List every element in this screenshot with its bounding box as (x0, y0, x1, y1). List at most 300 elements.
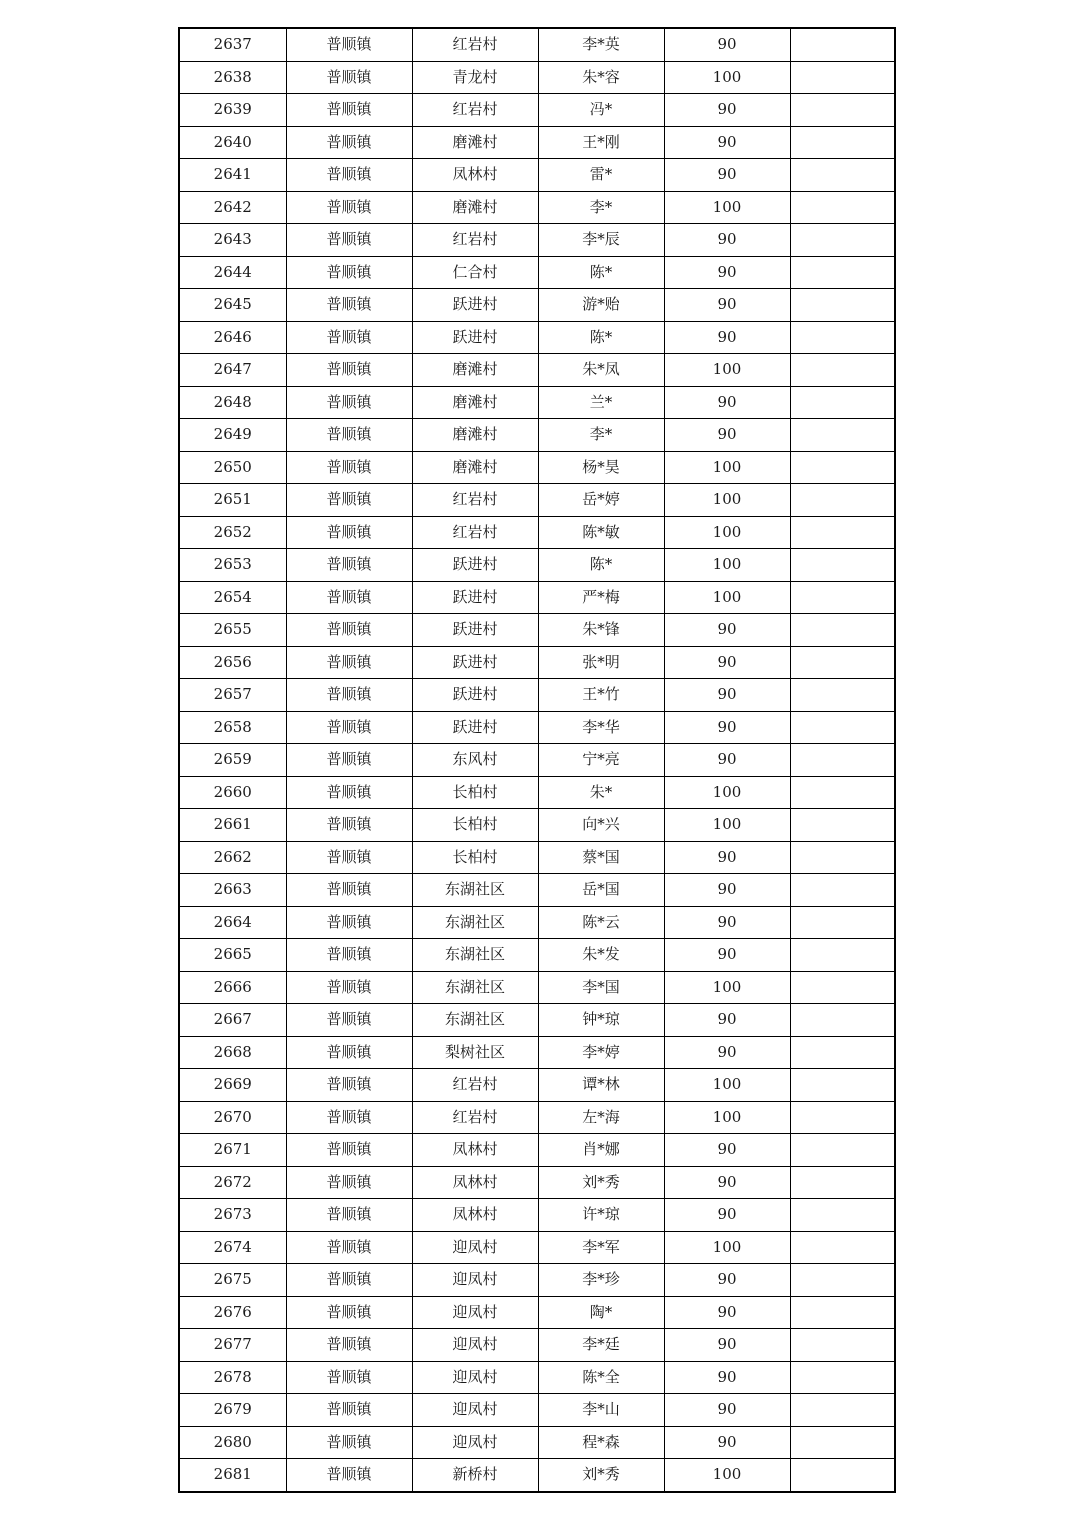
serial-number-cell: 2644 (179, 256, 286, 289)
amount-cell: 100 (664, 1459, 790, 1492)
remark-cell (790, 1166, 895, 1199)
serial-number-cell: 2650 (179, 451, 286, 484)
amount-cell: 100 (664, 1069, 790, 1102)
name-cell: 陈*全 (538, 1361, 664, 1394)
remark-cell (790, 581, 895, 614)
amount-cell: 100 (664, 354, 790, 387)
remark-cell (790, 1329, 895, 1362)
village-cell: 迎凤村 (412, 1426, 538, 1459)
serial-number-cell: 2656 (179, 646, 286, 679)
village-cell: 红岩村 (412, 224, 538, 257)
village-cell: 长柏村 (412, 776, 538, 809)
town-cell: 普顺镇 (286, 354, 412, 387)
village-cell: 磨滩村 (412, 126, 538, 159)
remark-cell (790, 1394, 895, 1427)
serial-number-cell: 2648 (179, 386, 286, 419)
name-cell: 陈* (538, 549, 664, 582)
village-cell: 迎凤村 (412, 1329, 538, 1362)
name-cell: 杨*昊 (538, 451, 664, 484)
table-row (179, 94, 895, 127)
table-row (179, 711, 895, 744)
remark-cell (790, 1296, 895, 1329)
serial-number-cell: 2637 (179, 28, 286, 61)
table-row (179, 1264, 895, 1297)
name-cell: 陈* (538, 256, 664, 289)
serial-number-cell: 2671 (179, 1134, 286, 1167)
name-cell: 陈* (538, 321, 664, 354)
village-cell: 东湖社区 (412, 971, 538, 1004)
table-row (179, 549, 895, 582)
name-cell: 李*山 (538, 1394, 664, 1427)
village-cell: 红岩村 (412, 94, 538, 127)
amount-cell: 100 (664, 1231, 790, 1264)
serial-number-cell: 2673 (179, 1199, 286, 1232)
remark-cell (790, 549, 895, 582)
town-cell: 普顺镇 (286, 256, 412, 289)
serial-number-cell: 2643 (179, 224, 286, 257)
town-cell: 普顺镇 (286, 906, 412, 939)
table-row (179, 289, 895, 322)
remark-cell (790, 516, 895, 549)
remark-cell (790, 354, 895, 387)
amount-cell: 90 (664, 1004, 790, 1037)
village-cell: 跃进村 (412, 581, 538, 614)
remark-cell (790, 711, 895, 744)
amount-cell: 90 (664, 94, 790, 127)
table-row (179, 874, 895, 907)
remark-cell (790, 679, 895, 712)
town-cell: 普顺镇 (286, 1004, 412, 1037)
table-row (179, 451, 895, 484)
table-row (179, 809, 895, 842)
remark-cell (790, 906, 895, 939)
amount-cell: 90 (664, 159, 790, 192)
name-cell: 许*琼 (538, 1199, 664, 1232)
remark-cell (790, 386, 895, 419)
amount-cell: 90 (664, 28, 790, 61)
table-row (179, 646, 895, 679)
amount-cell: 90 (664, 1361, 790, 1394)
serial-number-cell: 2639 (179, 94, 286, 127)
name-cell: 谭*林 (538, 1069, 664, 1102)
town-cell: 普顺镇 (286, 776, 412, 809)
name-cell: 程*森 (538, 1426, 664, 1459)
town-cell: 普顺镇 (286, 1394, 412, 1427)
remark-cell (790, 971, 895, 1004)
name-cell: 李*华 (538, 711, 664, 744)
table-row (179, 841, 895, 874)
amount-cell: 100 (664, 516, 790, 549)
serial-number-cell: 2647 (179, 354, 286, 387)
amount-cell: 90 (664, 841, 790, 874)
village-cell: 跃进村 (412, 646, 538, 679)
remark-cell (790, 256, 895, 289)
town-cell: 普顺镇 (286, 711, 412, 744)
amount-cell: 90 (664, 386, 790, 419)
name-cell: 李*廷 (538, 1329, 664, 1362)
name-cell: 雷* (538, 159, 664, 192)
serial-number-cell: 2655 (179, 614, 286, 647)
town-cell: 普顺镇 (286, 1036, 412, 1069)
serial-number-cell: 2642 (179, 191, 286, 224)
remark-cell (790, 126, 895, 159)
amount-cell: 90 (664, 1394, 790, 1427)
table-row (179, 61, 895, 94)
remark-cell (790, 1426, 895, 1459)
remark-cell (790, 614, 895, 647)
table-row (179, 939, 895, 972)
remark-cell (790, 1036, 895, 1069)
amount-cell: 100 (664, 1101, 790, 1134)
village-cell: 凤林村 (412, 1134, 538, 1167)
name-cell: 岳*国 (538, 874, 664, 907)
town-cell: 普顺镇 (286, 224, 412, 257)
remark-cell (790, 1101, 895, 1134)
town-cell: 普顺镇 (286, 841, 412, 874)
remark-cell (790, 289, 895, 322)
amount-cell: 90 (664, 679, 790, 712)
amount-cell: 100 (664, 776, 790, 809)
name-cell: 朱* (538, 776, 664, 809)
amount-cell: 90 (664, 744, 790, 777)
town-cell: 普顺镇 (286, 419, 412, 452)
town-cell: 普顺镇 (286, 451, 412, 484)
table-row (179, 321, 895, 354)
village-cell: 迎凤村 (412, 1264, 538, 1297)
amount-cell: 90 (664, 1329, 790, 1362)
amount-cell: 100 (664, 451, 790, 484)
serial-number-cell: 2661 (179, 809, 286, 842)
table-row (179, 1166, 895, 1199)
table-row (179, 581, 895, 614)
name-cell: 宁*亮 (538, 744, 664, 777)
table-row (179, 679, 895, 712)
village-cell: 东湖社区 (412, 1004, 538, 1037)
town-cell: 普顺镇 (286, 679, 412, 712)
village-cell: 跃进村 (412, 711, 538, 744)
name-cell: 朱*发 (538, 939, 664, 972)
table-row (179, 1199, 895, 1232)
name-cell: 王*刚 (538, 126, 664, 159)
remark-cell (790, 809, 895, 842)
amount-cell: 90 (664, 614, 790, 647)
table-row (179, 1134, 895, 1167)
village-cell: 东风村 (412, 744, 538, 777)
village-cell: 红岩村 (412, 484, 538, 517)
serial-number-cell: 2677 (179, 1329, 286, 1362)
name-cell: 李*珍 (538, 1264, 664, 1297)
village-cell: 红岩村 (412, 1069, 538, 1102)
amount-cell: 90 (664, 711, 790, 744)
town-cell: 普顺镇 (286, 1426, 412, 1459)
amount-cell: 90 (664, 256, 790, 289)
town-cell: 普顺镇 (286, 126, 412, 159)
remark-cell (790, 1264, 895, 1297)
amount-cell: 90 (664, 874, 790, 907)
serial-number-cell: 2672 (179, 1166, 286, 1199)
village-cell: 凤林村 (412, 1166, 538, 1199)
village-cell: 梨树社区 (412, 1036, 538, 1069)
serial-number-cell: 2640 (179, 126, 286, 159)
name-cell: 朱*容 (538, 61, 664, 94)
amount-cell: 90 (664, 126, 790, 159)
village-cell: 跃进村 (412, 289, 538, 322)
town-cell: 普顺镇 (286, 1459, 412, 1492)
amount-cell: 90 (664, 1296, 790, 1329)
village-cell: 迎凤村 (412, 1361, 538, 1394)
town-cell: 普顺镇 (286, 646, 412, 679)
table-row (179, 1329, 895, 1362)
table-row (179, 776, 895, 809)
name-cell: 朱*凤 (538, 354, 664, 387)
amount-cell: 90 (664, 1264, 790, 1297)
table-row (179, 1231, 895, 1264)
amount-cell: 100 (664, 191, 790, 224)
amount-cell: 90 (664, 1036, 790, 1069)
remark-cell (790, 28, 895, 61)
town-cell: 普顺镇 (286, 1069, 412, 1102)
serial-number-cell: 2667 (179, 1004, 286, 1037)
name-cell: 陈*敏 (538, 516, 664, 549)
name-cell: 左*海 (538, 1101, 664, 1134)
serial-number-cell: 2660 (179, 776, 286, 809)
table-row (179, 1296, 895, 1329)
town-cell: 普顺镇 (286, 61, 412, 94)
village-cell: 红岩村 (412, 28, 538, 61)
name-cell: 李* (538, 419, 664, 452)
serial-number-cell: 2670 (179, 1101, 286, 1134)
remark-cell (790, 61, 895, 94)
name-cell: 冯* (538, 94, 664, 127)
remark-cell (790, 321, 895, 354)
village-cell: 跃进村 (412, 549, 538, 582)
table-row (179, 191, 895, 224)
serial-number-cell: 2680 (179, 1426, 286, 1459)
name-cell: 张*明 (538, 646, 664, 679)
name-cell: 刘*秀 (538, 1459, 664, 1492)
town-cell: 普顺镇 (286, 1329, 412, 1362)
serial-number-cell: 2666 (179, 971, 286, 1004)
village-cell: 新桥村 (412, 1459, 538, 1492)
name-cell: 李*辰 (538, 224, 664, 257)
town-cell: 普顺镇 (286, 744, 412, 777)
table-body (179, 28, 895, 1492)
table-row (179, 1459, 895, 1492)
name-cell: 陈*云 (538, 906, 664, 939)
table-row (179, 484, 895, 517)
serial-number-cell: 2678 (179, 1361, 286, 1394)
amount-cell: 90 (664, 939, 790, 972)
serial-number-cell: 2658 (179, 711, 286, 744)
remark-cell (790, 1004, 895, 1037)
serial-number-cell: 2681 (179, 1459, 286, 1492)
town-cell: 普顺镇 (286, 484, 412, 517)
town-cell: 普顺镇 (286, 1199, 412, 1232)
town-cell: 普顺镇 (286, 1166, 412, 1199)
amount-cell: 100 (664, 61, 790, 94)
village-cell: 磨滩村 (412, 386, 538, 419)
table-row (179, 28, 895, 61)
serial-number-cell: 2659 (179, 744, 286, 777)
serial-number-cell: 2676 (179, 1296, 286, 1329)
serial-number-cell: 2663 (179, 874, 286, 907)
town-cell: 普顺镇 (286, 516, 412, 549)
village-cell: 长柏村 (412, 841, 538, 874)
amount-cell: 100 (664, 809, 790, 842)
remark-cell (790, 646, 895, 679)
serial-number-cell: 2653 (179, 549, 286, 582)
table-row (179, 1394, 895, 1427)
remark-cell (790, 451, 895, 484)
remark-cell (790, 419, 895, 452)
village-cell: 磨滩村 (412, 191, 538, 224)
remark-cell (790, 1199, 895, 1232)
table-row (179, 1004, 895, 1037)
remark-cell (790, 1231, 895, 1264)
town-cell: 普顺镇 (286, 1231, 412, 1264)
serial-number-cell: 2668 (179, 1036, 286, 1069)
town-cell: 普顺镇 (286, 289, 412, 322)
village-cell: 东湖社区 (412, 939, 538, 972)
name-cell: 兰* (538, 386, 664, 419)
village-cell: 迎凤村 (412, 1296, 538, 1329)
town-cell: 普顺镇 (286, 386, 412, 419)
village-cell: 红岩村 (412, 1101, 538, 1134)
remark-cell (790, 874, 895, 907)
table-row (179, 1101, 895, 1134)
table-row (179, 1036, 895, 1069)
village-cell: 长柏村 (412, 809, 538, 842)
village-cell: 仁合村 (412, 256, 538, 289)
name-cell: 向*兴 (538, 809, 664, 842)
table-row (179, 1069, 895, 1102)
amount-cell: 90 (664, 646, 790, 679)
serial-number-cell: 2641 (179, 159, 286, 192)
name-cell: 陶* (538, 1296, 664, 1329)
village-cell: 跃进村 (412, 614, 538, 647)
serial-number-cell: 2645 (179, 289, 286, 322)
town-cell: 普顺镇 (286, 581, 412, 614)
town-cell: 普顺镇 (286, 94, 412, 127)
name-cell: 李* (538, 191, 664, 224)
table-row (179, 906, 895, 939)
village-cell: 红岩村 (412, 516, 538, 549)
village-cell: 凤林村 (412, 1199, 538, 1232)
remark-cell (790, 744, 895, 777)
amount-cell: 90 (664, 419, 790, 452)
table-row (179, 971, 895, 1004)
town-cell: 普顺镇 (286, 1264, 412, 1297)
table-row (179, 419, 895, 452)
serial-number-cell: 2679 (179, 1394, 286, 1427)
serial-number-cell: 2649 (179, 419, 286, 452)
village-cell: 磨滩村 (412, 419, 538, 452)
table-row (179, 1426, 895, 1459)
amount-cell: 90 (664, 1134, 790, 1167)
town-cell: 普顺镇 (286, 321, 412, 354)
name-cell: 肖*娜 (538, 1134, 664, 1167)
amount-cell: 90 (664, 1166, 790, 1199)
name-cell: 蔡*国 (538, 841, 664, 874)
serial-number-cell: 2662 (179, 841, 286, 874)
town-cell: 普顺镇 (286, 874, 412, 907)
serial-number-cell: 2652 (179, 516, 286, 549)
town-cell: 普顺镇 (286, 159, 412, 192)
town-cell: 普顺镇 (286, 1296, 412, 1329)
amount-cell: 90 (664, 289, 790, 322)
table-row (179, 159, 895, 192)
table-row (179, 1361, 895, 1394)
town-cell: 普顺镇 (286, 809, 412, 842)
town-cell: 普顺镇 (286, 1101, 412, 1134)
village-cell: 跃进村 (412, 679, 538, 712)
serial-number-cell: 2665 (179, 939, 286, 972)
amount-cell: 90 (664, 1199, 790, 1232)
town-cell: 普顺镇 (286, 1361, 412, 1394)
name-cell: 李*婷 (538, 1036, 664, 1069)
serial-number-cell: 2675 (179, 1264, 286, 1297)
table-row (179, 614, 895, 647)
village-cell: 磨滩村 (412, 451, 538, 484)
remark-cell (790, 94, 895, 127)
town-cell: 普顺镇 (286, 191, 412, 224)
village-cell: 迎凤村 (412, 1231, 538, 1264)
serial-number-cell: 2646 (179, 321, 286, 354)
amount-cell: 90 (664, 1426, 790, 1459)
name-cell: 钟*琼 (538, 1004, 664, 1037)
table-row (179, 256, 895, 289)
remark-cell (790, 1134, 895, 1167)
remark-cell (790, 159, 895, 192)
table-row (179, 744, 895, 777)
village-cell: 东湖社区 (412, 874, 538, 907)
amount-cell: 90 (664, 224, 790, 257)
name-cell: 岳*婷 (538, 484, 664, 517)
name-cell: 朱*锋 (538, 614, 664, 647)
remark-cell (790, 1361, 895, 1394)
name-cell: 刘*秀 (538, 1166, 664, 1199)
serial-number-cell: 2669 (179, 1069, 286, 1102)
table-row (179, 224, 895, 257)
town-cell: 普顺镇 (286, 28, 412, 61)
table-row (179, 386, 895, 419)
amount-cell: 100 (664, 549, 790, 582)
subsidy-table (178, 27, 896, 1493)
remark-cell (790, 1459, 895, 1492)
table-row (179, 126, 895, 159)
remark-cell (790, 1069, 895, 1102)
remark-cell (790, 224, 895, 257)
town-cell: 普顺镇 (286, 1134, 412, 1167)
town-cell: 普顺镇 (286, 971, 412, 1004)
name-cell: 王*竹 (538, 679, 664, 712)
village-cell: 迎凤村 (412, 1394, 538, 1427)
name-cell: 游*贻 (538, 289, 664, 322)
serial-number-cell: 2638 (179, 61, 286, 94)
remark-cell (790, 776, 895, 809)
amount-cell: 100 (664, 971, 790, 1004)
name-cell: 李*国 (538, 971, 664, 1004)
village-cell: 跃进村 (412, 321, 538, 354)
table-row (179, 516, 895, 549)
village-cell: 磨滩村 (412, 354, 538, 387)
table-row (179, 354, 895, 387)
name-cell: 严*梅 (538, 581, 664, 614)
remark-cell (790, 841, 895, 874)
remark-cell (790, 484, 895, 517)
amount-cell: 90 (664, 906, 790, 939)
amount-cell: 90 (664, 321, 790, 354)
